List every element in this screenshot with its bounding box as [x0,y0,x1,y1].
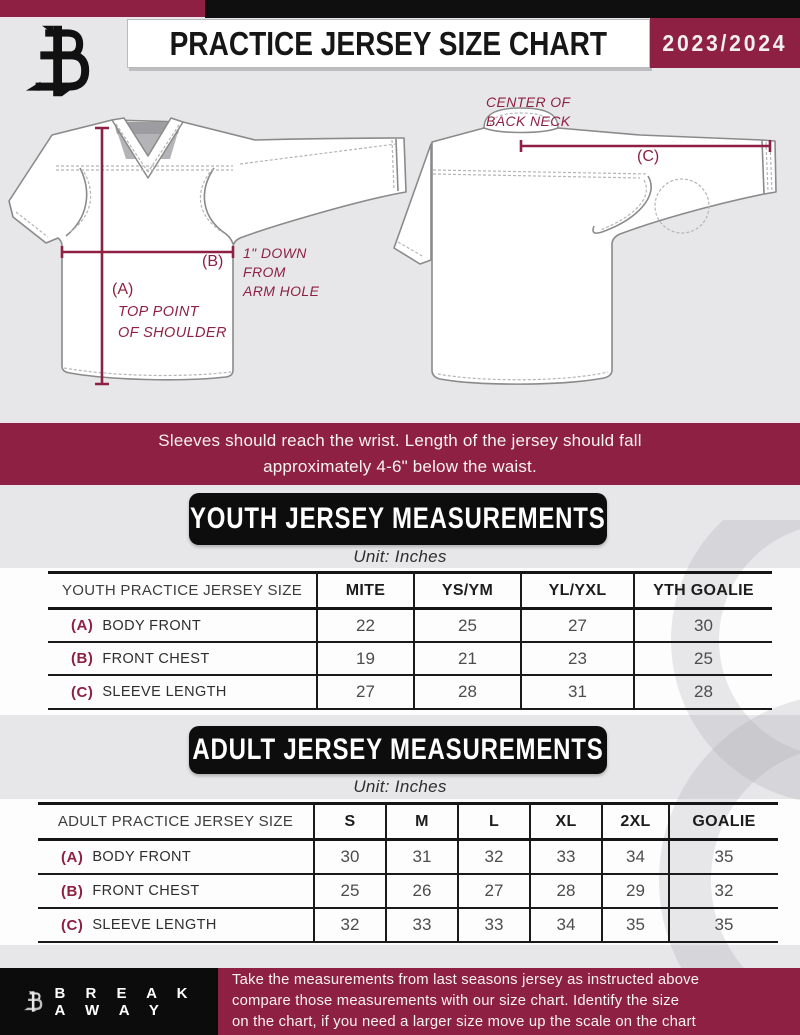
table-value: 28 [413,676,520,710]
footer-note-line-1: Take the measurements from last seasons jersey as instructed above [232,972,700,988]
table-value: 27 [457,875,529,909]
table-value: 25 [313,875,385,909]
table-value: 33 [457,909,529,943]
table-value: 27 [520,610,633,643]
adult-col-m: M [385,802,457,841]
footer-brand-name: B R E A K A W A Y [54,984,196,1019]
footer-brand-area [0,968,218,1035]
table-value: 31 [385,841,457,875]
youth-col-ysym: YS/YM [413,571,520,610]
adult-section-heading-box [189,726,607,774]
youth-col-ylyxl: YL/YXL [520,571,633,610]
table-value: 25 [633,643,772,676]
adult-row-b-label: (B) FRONT CHEST [38,875,313,909]
page-title: PRACTICE JERSEY SIZE CHART [169,24,608,62]
adult-row-a-label: (A) BODY FRONT [38,841,313,875]
youth-unit-label: Unit: Inches [353,547,447,566]
note-top-of-shoulder: TOP POINT OF SHOULDER [118,304,227,341]
label-a: (A) [112,281,134,298]
youth-row-b-label: (B) FRONT CHEST [48,643,316,676]
adult-unit-label: Unit: Inches [353,777,447,796]
adult-col-2xl: 2XL [601,802,668,841]
youth-section-heading-box [189,493,607,545]
table-value: 30 [633,610,772,643]
table-value: 23 [520,643,633,676]
banner-line-1: Sleeves should reach the wrist. Length of the jersey should fall [158,431,642,450]
footer-note-line-3: on the chart, if you need a larger size move up the scale on the chart [232,1014,696,1030]
adult-row-c-label: (C) SLEEVE LENGTH [38,909,313,943]
table-value: 28 [529,875,601,909]
table-value: 35 [668,909,778,943]
table-value: 27 [316,676,413,710]
table-value: 28 [633,676,772,710]
table-value: 31 [520,676,633,710]
table-value: 33 [529,841,601,875]
table-value: 32 [313,909,385,943]
table-value: 32 [457,841,529,875]
page-title-box [127,19,650,68]
table-value: 22 [316,610,413,643]
youth-size-table [48,571,772,710]
adult-col-l: L [457,802,529,841]
adult-col-xl: XL [529,802,601,841]
youth-col-mite: MITE [316,571,413,610]
adult-size-table [38,802,778,943]
banner-line-2: approximately 4-6" below the waist. [263,457,537,476]
table-value: 35 [668,841,778,875]
youth-row-c-label: (C) SLEEVE LENGTH [48,676,316,710]
table-value: 30 [313,841,385,875]
table-value: 29 [601,875,668,909]
breakaway-logo-icon [26,24,90,98]
note-arm-hole: 1" DOWN FROM ARM HOLE [243,245,320,299]
table-value: 35 [601,909,668,943]
table-value: 19 [316,643,413,676]
table-value: 21 [413,643,520,676]
note-center-back-neck: CENTER OF BACK NECK [486,94,571,129]
table-value: 34 [529,909,601,943]
adult-col-s: S [313,802,385,841]
footer-note-line-2: compare those measurements with our size chart. Identify the size [232,993,680,1009]
fit-instruction-banner [0,423,800,485]
label-c: (C) [637,148,660,165]
label-b: (B) [202,253,224,270]
top-black-strip [205,0,800,18]
adult-section-heading: ADULT JERSEY MEASUREMENTS [192,733,604,766]
table-value: 33 [385,909,457,943]
youth-col-goalie: YTH GOALIE [633,571,772,610]
youth-table-label-header: YOUTH PRACTICE JERSEY SIZE [48,571,316,610]
footer-instructions [218,968,800,1035]
youth-row-a-label: (A) BODY FRONT [48,610,316,643]
breakaway-footer-logo-icon [24,984,43,1019]
season-badge [650,18,800,68]
adult-table-label-header: ADULT PRACTICE JERSEY SIZE [38,802,313,841]
season-label: 2023/2024 [662,29,788,56]
table-value: 26 [385,875,457,909]
youth-section-heading: YOUTH JERSEY MEASUREMENTS [190,502,606,535]
jersey-diagrams [0,80,800,425]
table-value: 34 [601,841,668,875]
back-jersey-outline [432,128,776,384]
table-value: 25 [413,610,520,643]
top-maroon-strip [0,0,205,17]
table-value: 32 [668,875,778,909]
adult-col-goalie: GOALIE [668,802,778,841]
